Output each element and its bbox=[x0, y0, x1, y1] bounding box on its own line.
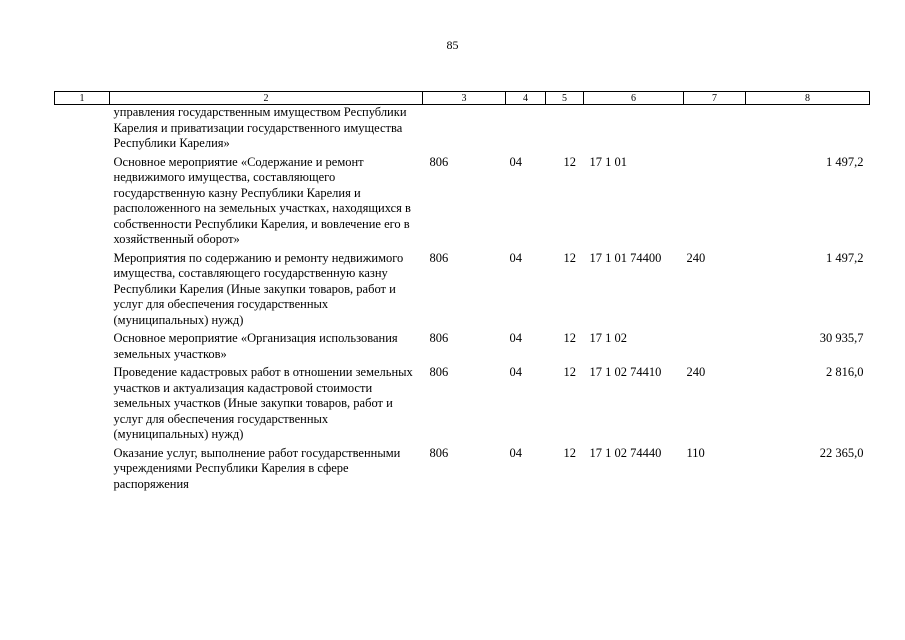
cell-subsection: 12 bbox=[563, 445, 576, 460]
cell-target-article: 17 1 02 74410 bbox=[589, 365, 662, 379]
header-col-6: 6 bbox=[584, 92, 684, 105]
cell-col-1 bbox=[55, 446, 110, 496]
header-col-7: 7 bbox=[684, 92, 746, 105]
table-row bbox=[55, 251, 870, 332]
cell-name: управления государственным имуществом Республики Карелия и приватизации государственного имущества Республики Карелия» bbox=[113, 105, 407, 150]
cell-col-1 bbox=[55, 105, 110, 155]
cell-department-code: 806 bbox=[429, 331, 449, 345]
cell-subsection: 12 bbox=[563, 154, 576, 169]
cell-expense-type: 240 bbox=[686, 250, 706, 265]
cell-name: Оказание услуг, выполнение работ государственными учреждениями Республики Карелия в сфере распоряжения bbox=[113, 445, 401, 491]
cell-amount: 22 365,0 bbox=[819, 445, 864, 460]
cell-department-code: 806 bbox=[429, 154, 449, 169]
cell-section: 04 bbox=[509, 365, 522, 379]
table-header-row bbox=[55, 92, 870, 105]
cell-target-article: 17 1 01 bbox=[589, 154, 627, 169]
cell-target-article: 17 1 02 bbox=[589, 331, 627, 345]
header-col-8: 8 bbox=[746, 92, 870, 105]
table-row bbox=[55, 331, 870, 365]
cell-name: Основное мероприятие «Содержание и ремонт недвижимого имущества, составляющего государственную казну Республики Карелия и расположенного на земельных участках, находящихся в собственности Республики Карелия, и вовлечение его в хозяйственный оборот» bbox=[113, 154, 411, 246]
header-col-5: 5 bbox=[546, 92, 584, 105]
header-col-4: 4 bbox=[506, 92, 546, 105]
cell-name: Мероприятия по содержанию и ремонту недвижимого имущества, составляющего государственную казну Республики Карелия (Иные закупки товаров, работ и услуг для обеспечения государственных (муниципальных) нужд) bbox=[113, 250, 404, 327]
cell-expense-type bbox=[684, 105, 746, 155]
cell-name: Проведение кадастровых работ в отношении земельных участков и актуализация кадастровой стоимости земельных участков (Иные закупки товаров, работ и услуг для обеспечения государственных (муниципальных) нужд) bbox=[113, 365, 413, 441]
cell-subsection: 12 bbox=[563, 250, 576, 265]
cell-expense-type: 110 bbox=[686, 445, 705, 460]
cell-expense-type: 240 bbox=[686, 365, 706, 379]
cell-department-code: 806 bbox=[429, 250, 449, 265]
cell-section: 04 bbox=[509, 250, 522, 265]
cell-amount: 30 935,7 bbox=[819, 331, 864, 345]
cell-col-1 bbox=[55, 331, 110, 365]
table-row bbox=[55, 155, 870, 251]
cell-department-code: 806 bbox=[429, 365, 449, 379]
budget-table bbox=[54, 91, 870, 495]
cell-department-code bbox=[423, 105, 506, 155]
header-col-2: 2 bbox=[110, 92, 423, 105]
cell-name: Основное мероприятие «Организация использования земельных участков» bbox=[113, 331, 398, 361]
cell-target-article: 17 1 02 74440 bbox=[589, 445, 662, 460]
cell-subsection bbox=[546, 105, 584, 155]
cell-col-1 bbox=[55, 251, 110, 332]
cell-amount: 1 497,2 bbox=[826, 154, 864, 169]
cell-subsection: 12 bbox=[563, 331, 576, 345]
cell-amount: 1 497,2 bbox=[826, 250, 864, 265]
cell-section: 04 bbox=[509, 331, 522, 345]
cell-section bbox=[506, 105, 546, 155]
cell-section: 04 bbox=[509, 154, 522, 169]
cell-subsection: 12 bbox=[563, 365, 576, 379]
cell-expense-type bbox=[684, 331, 746, 365]
page-number: 85 bbox=[446, 38, 459, 52]
table-row bbox=[55, 365, 870, 446]
cell-col-1 bbox=[55, 155, 110, 251]
table-row bbox=[55, 105, 870, 155]
header-col-1: 1 bbox=[55, 92, 110, 105]
table-row bbox=[55, 446, 870, 496]
cell-target-article bbox=[584, 105, 684, 155]
cell-target-article: 17 1 01 74400 bbox=[589, 250, 662, 265]
cell-expense-type bbox=[684, 155, 746, 251]
cell-amount bbox=[746, 105, 870, 155]
cell-department-code: 806 bbox=[429, 445, 449, 460]
cell-amount: 2 816,0 bbox=[826, 365, 864, 379]
cell-section: 04 bbox=[509, 445, 522, 460]
header-col-3: 3 bbox=[423, 92, 506, 105]
cell-col-1 bbox=[55, 365, 110, 446]
